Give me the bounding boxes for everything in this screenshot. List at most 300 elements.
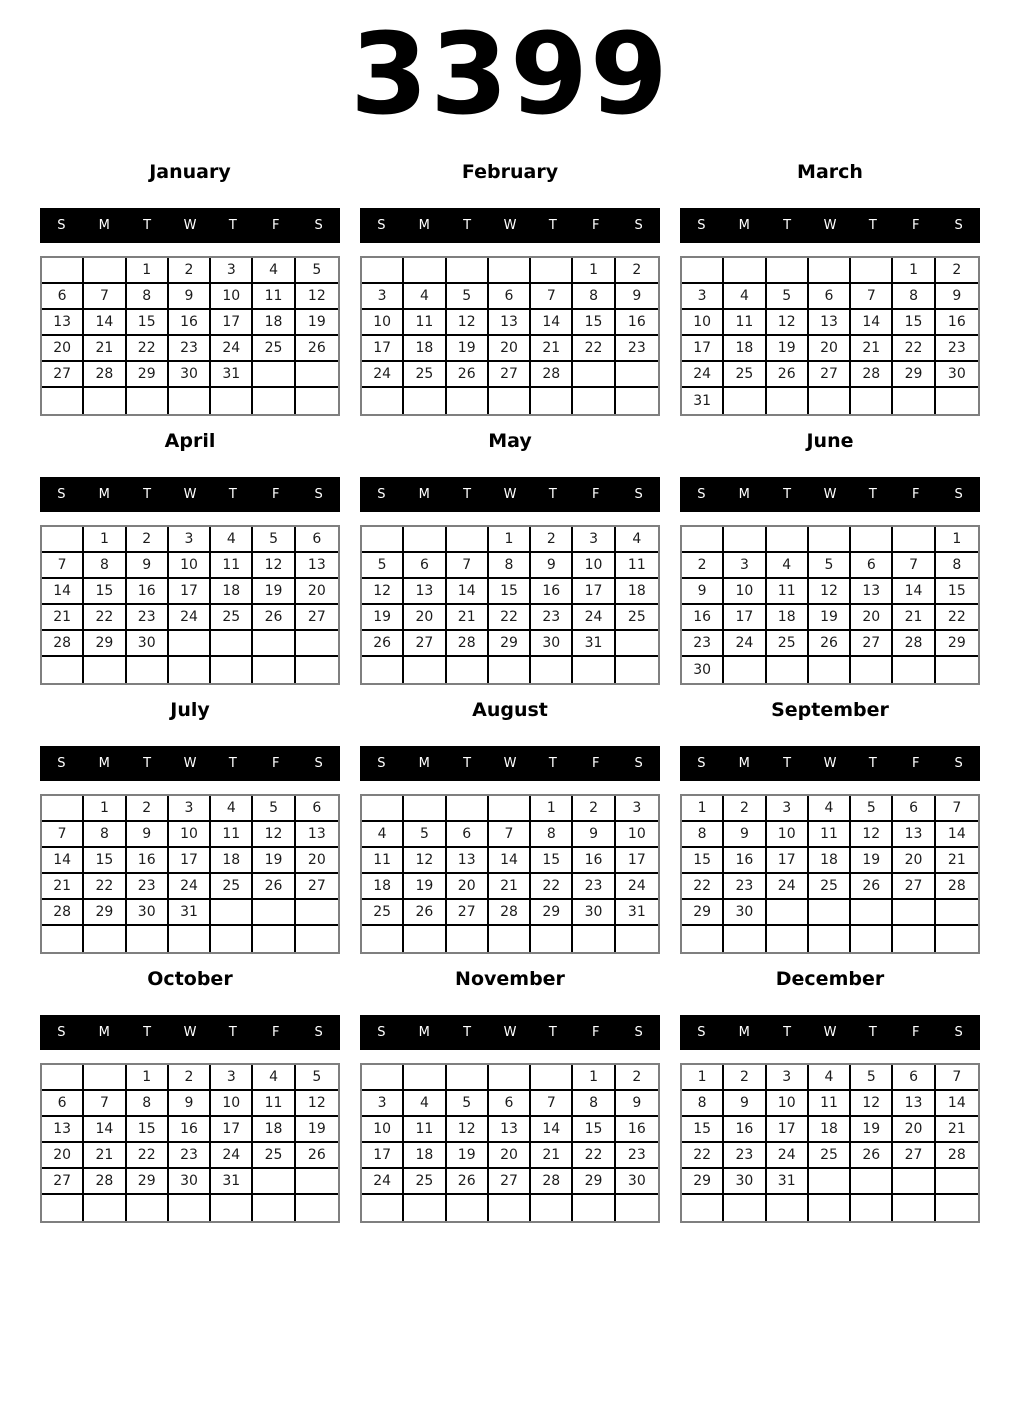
date-cell: 19 [809,605,851,631]
date-cell: 30 [616,1169,658,1195]
date-cell: 10 [211,1091,253,1117]
weekday-header-bar [360,477,660,512]
empty-date-cell [253,631,295,657]
weekday-label: S [377,1025,386,1040]
empty-date-cell [616,388,658,414]
weekday-label: S [57,218,66,233]
empty-date-cell [851,900,893,926]
month-block [40,419,340,685]
empty-date-cell [42,388,84,414]
date-cell: 30 [573,900,615,926]
weekday-label: S [377,756,386,771]
weekday-header-bar [680,477,980,512]
month-block [40,957,340,1223]
weekday-label: W [503,756,517,771]
date-cell: 5 [767,284,809,310]
date-cell: 17 [767,1117,809,1143]
month-block [680,688,980,954]
empty-date-cell [362,258,404,284]
date-cell: 26 [447,1169,489,1195]
date-cell: 3 [362,284,404,310]
weekday-label: W [183,487,197,502]
date-cell: 21 [851,336,893,362]
empty-date-cell [296,1169,338,1195]
weekday-label: W [183,756,197,771]
weekday-label: T [783,218,792,233]
date-cell: 28 [531,362,573,388]
date-cell: 5 [404,822,446,848]
date-cell: 22 [682,1143,724,1169]
date-cell: 6 [42,284,84,310]
weekday-label: T [143,1025,152,1040]
date-cell: 1 [573,1065,615,1091]
date-cell: 25 [404,362,446,388]
month-dates-grid [40,1063,340,1223]
date-cell: 31 [211,362,253,388]
date-cell: 17 [616,848,658,874]
weekday-label: M [98,487,110,502]
date-cell: 13 [893,1091,935,1117]
weekday-label: T [868,756,877,771]
weekday-label: S [57,1025,66,1040]
date-cell: 6 [489,1091,531,1117]
date-cell: 19 [851,848,893,874]
date-cell: 5 [296,258,338,284]
date-cell: 7 [893,553,935,579]
empty-date-cell [936,657,978,683]
empty-date-cell [767,900,809,926]
date-cell: 7 [936,1065,978,1091]
weekday-label: M [738,756,750,771]
empty-date-cell [447,796,489,822]
date-cell: 3 [169,527,211,553]
weekday-label: F [591,756,600,771]
empty-date-cell [616,1195,658,1221]
month-dates-grid [360,794,660,954]
date-cell: 21 [893,605,935,631]
date-cell: 10 [211,284,253,310]
date-cell: 8 [936,553,978,579]
date-cell: 19 [767,336,809,362]
empty-date-cell [447,1065,489,1091]
date-cell: 13 [296,553,338,579]
date-cell: 11 [404,1117,446,1143]
date-cell: 4 [724,284,766,310]
date-cell: 1 [682,796,724,822]
date-cell: 7 [851,284,893,310]
date-cell: 12 [447,1117,489,1143]
date-cell: 8 [84,822,126,848]
date-cell: 5 [296,1065,338,1091]
date-cell: 26 [809,631,851,657]
date-cell: 18 [724,336,766,362]
empty-date-cell [893,527,935,553]
date-cell: 3 [211,258,253,284]
empty-date-cell [809,900,851,926]
empty-date-cell [489,657,531,683]
weekday-label: S [57,756,66,771]
date-cell: 15 [84,848,126,874]
empty-date-cell [42,926,84,952]
date-cell: 3 [362,1091,404,1117]
weekday-label: S [634,756,643,771]
date-cell: 29 [893,362,935,388]
date-cell: 3 [682,284,724,310]
empty-date-cell [936,1169,978,1195]
month-dates-grid [360,1063,660,1223]
date-cell: 10 [362,1117,404,1143]
date-cell: 31 [682,388,724,414]
month-title: November [455,968,565,990]
date-cell: 8 [682,822,724,848]
empty-date-cell [127,926,169,952]
empty-date-cell [42,1065,84,1091]
weekday-label: T [548,218,557,233]
date-cell: 22 [127,336,169,362]
date-cell: 27 [809,362,851,388]
empty-date-cell [893,926,935,952]
weekday-label: W [503,218,517,233]
empty-date-cell [211,388,253,414]
date-cell: 4 [616,527,658,553]
date-cell: 2 [682,553,724,579]
weekday-label: T [868,487,877,502]
date-cell: 21 [447,605,489,631]
date-cell: 6 [296,527,338,553]
weekday-label: T [783,756,792,771]
empty-date-cell [253,1195,295,1221]
date-cell: 29 [573,1169,615,1195]
date-cell: 29 [84,631,126,657]
month-dates-grid [40,794,340,954]
date-cell: 25 [809,1143,851,1169]
month-block [40,688,340,954]
empty-date-cell [809,527,851,553]
date-cell: 13 [809,310,851,336]
weekday-label: S [314,487,323,502]
weekday-label: S [954,756,963,771]
date-cell: 12 [296,1091,338,1117]
empty-date-cell [169,1195,211,1221]
date-cell: 20 [489,336,531,362]
empty-date-cell [616,657,658,683]
date-cell: 25 [404,1169,446,1195]
date-cell: 2 [724,1065,766,1091]
empty-date-cell [489,258,531,284]
date-cell: 17 [211,1117,253,1143]
date-cell: 22 [84,874,126,900]
date-cell: 22 [573,336,615,362]
date-cell: 23 [169,1143,211,1169]
date-cell: 10 [362,310,404,336]
empty-date-cell [531,657,573,683]
date-cell: 11 [253,1091,295,1117]
date-cell: 28 [447,631,489,657]
date-cell: 13 [296,822,338,848]
empty-date-cell [447,388,489,414]
date-cell: 16 [616,1117,658,1143]
date-cell: 5 [809,553,851,579]
empty-date-cell [936,926,978,952]
weekday-label: T [228,1025,237,1040]
empty-date-cell [211,900,253,926]
date-cell: 8 [531,822,573,848]
date-cell: 27 [42,1169,84,1195]
empty-date-cell [404,926,446,952]
empty-date-cell [809,657,851,683]
weekday-label: M [98,218,110,233]
empty-date-cell [362,796,404,822]
empty-date-cell [767,1195,809,1221]
empty-date-cell [253,657,295,683]
weekday-label: M [418,1025,430,1040]
date-cell: 28 [84,1169,126,1195]
date-cell: 19 [447,336,489,362]
date-cell: 15 [127,1117,169,1143]
weekday-label: T [228,487,237,502]
date-cell: 23 [682,631,724,657]
date-cell: 26 [296,336,338,362]
empty-date-cell [851,657,893,683]
empty-date-cell [296,1195,338,1221]
date-cell: 7 [84,284,126,310]
date-cell: 23 [127,605,169,631]
month-dates-grid [360,256,660,416]
date-cell: 20 [42,336,84,362]
date-cell: 14 [489,848,531,874]
empty-date-cell [253,362,295,388]
weekday-label: M [738,1025,750,1040]
date-cell: 24 [169,605,211,631]
date-cell: 25 [362,900,404,926]
empty-date-cell [893,657,935,683]
date-cell: 18 [253,310,295,336]
date-cell: 23 [616,336,658,362]
date-cell: 6 [489,284,531,310]
date-cell: 18 [211,579,253,605]
date-cell: 20 [893,848,935,874]
empty-date-cell [809,388,851,414]
empty-date-cell [362,1065,404,1091]
empty-date-cell [767,388,809,414]
date-cell: 29 [682,900,724,926]
date-cell: 1 [127,1065,169,1091]
empty-date-cell [127,1195,169,1221]
date-cell: 9 [682,579,724,605]
weekday-label: T [783,487,792,502]
date-cell: 14 [936,822,978,848]
date-cell: 22 [489,605,531,631]
empty-date-cell [851,258,893,284]
date-cell: 24 [767,1143,809,1169]
empty-date-cell [169,657,211,683]
weekday-label: S [57,487,66,502]
date-cell: 17 [169,848,211,874]
date-cell: 28 [851,362,893,388]
empty-date-cell [42,796,84,822]
date-cell: 27 [893,874,935,900]
date-cell: 14 [42,848,84,874]
empty-date-cell [447,527,489,553]
weekday-label: M [418,218,430,233]
empty-date-cell [724,527,766,553]
month-title: August [472,699,548,721]
empty-date-cell [253,926,295,952]
date-cell: 26 [253,605,295,631]
date-cell: 9 [127,822,169,848]
date-cell: 25 [253,1143,295,1169]
date-cell: 10 [767,822,809,848]
date-cell: 6 [42,1091,84,1117]
empty-date-cell [489,388,531,414]
weekday-label: T [228,218,237,233]
date-cell: 20 [404,605,446,631]
date-cell: 6 [404,553,446,579]
weekday-label: W [823,756,837,771]
date-cell: 26 [851,1143,893,1169]
empty-date-cell [573,926,615,952]
weekday-label: M [738,487,750,502]
weekday-header-bar [360,208,660,243]
weekday-header-bar [680,746,980,781]
date-cell: 28 [936,1143,978,1169]
empty-date-cell [447,258,489,284]
date-cell: 16 [127,848,169,874]
date-cell: 13 [489,1117,531,1143]
empty-date-cell [531,1195,573,1221]
weekday-label: W [823,487,837,502]
date-cell: 19 [362,605,404,631]
date-cell: 29 [936,631,978,657]
date-cell: 12 [253,822,295,848]
date-cell: 8 [127,1091,169,1117]
weekday-label: S [697,756,706,771]
weekday-label: W [183,1025,197,1040]
date-cell: 6 [893,796,935,822]
date-cell: 15 [893,310,935,336]
date-cell: 19 [851,1117,893,1143]
date-cell: 17 [362,336,404,362]
empty-date-cell [296,362,338,388]
empty-date-cell [682,258,724,284]
date-cell: 28 [489,900,531,926]
date-cell: 31 [767,1169,809,1195]
date-cell: 1 [84,796,126,822]
empty-date-cell [296,900,338,926]
date-cell: 10 [724,579,766,605]
empty-date-cell [404,1195,446,1221]
date-cell: 26 [253,874,295,900]
date-cell: 30 [936,362,978,388]
date-cell: 13 [42,1117,84,1143]
date-cell: 3 [169,796,211,822]
date-cell: 21 [936,1117,978,1143]
date-cell: 2 [936,258,978,284]
date-cell: 2 [616,1065,658,1091]
month-title: May [488,430,532,452]
date-cell: 2 [127,527,169,553]
empty-date-cell [404,527,446,553]
date-cell: 25 [211,874,253,900]
date-cell: 15 [573,1117,615,1143]
date-cell: 25 [809,874,851,900]
date-cell: 19 [404,874,446,900]
date-cell: 14 [447,579,489,605]
empty-date-cell [489,926,531,952]
weekday-label: S [954,487,963,502]
month-title: January [149,161,231,183]
date-cell: 31 [169,900,211,926]
empty-date-cell [84,1195,126,1221]
date-cell: 23 [724,1143,766,1169]
weekday-label: T [143,756,152,771]
date-cell: 23 [724,874,766,900]
empty-date-cell [936,388,978,414]
date-cell: 27 [489,362,531,388]
month-block [360,419,660,685]
date-cell: 8 [573,1091,615,1117]
date-cell: 17 [767,848,809,874]
empty-date-cell [809,258,851,284]
month-title: June [806,430,854,452]
date-cell: 16 [169,310,211,336]
empty-date-cell [893,1195,935,1221]
date-cell: 24 [362,1169,404,1195]
empty-date-cell [296,631,338,657]
empty-date-cell [936,900,978,926]
empty-date-cell [573,657,615,683]
month-title: April [164,430,216,452]
date-cell: 27 [893,1143,935,1169]
date-cell: 8 [682,1091,724,1117]
date-cell: 20 [489,1143,531,1169]
date-cell: 6 [296,796,338,822]
date-cell: 12 [851,1091,893,1117]
date-cell: 27 [296,874,338,900]
empty-date-cell [767,258,809,284]
date-cell: 18 [809,848,851,874]
weekday-label: T [868,218,877,233]
empty-date-cell [84,926,126,952]
date-cell: 16 [127,579,169,605]
date-cell: 4 [809,796,851,822]
empty-date-cell [489,1195,531,1221]
date-cell: 24 [724,631,766,657]
month-dates-grid [680,794,980,954]
date-cell: 12 [296,284,338,310]
date-cell: 23 [573,874,615,900]
weekday-header-bar [360,1015,660,1050]
month-dates-grid [40,525,340,685]
date-cell: 2 [127,796,169,822]
date-cell: 15 [489,579,531,605]
date-cell: 14 [893,579,935,605]
empty-date-cell [362,527,404,553]
date-cell: 25 [616,605,658,631]
empty-date-cell [616,362,658,388]
empty-date-cell [127,388,169,414]
empty-date-cell [489,1065,531,1091]
weekday-label: T [463,756,472,771]
date-cell: 2 [616,258,658,284]
empty-date-cell [682,1195,724,1221]
weekday-label: F [271,1025,280,1040]
date-cell: 5 [253,527,295,553]
date-cell: 15 [127,310,169,336]
date-cell: 21 [936,848,978,874]
date-cell: 31 [616,900,658,926]
date-cell: 21 [84,1143,126,1169]
